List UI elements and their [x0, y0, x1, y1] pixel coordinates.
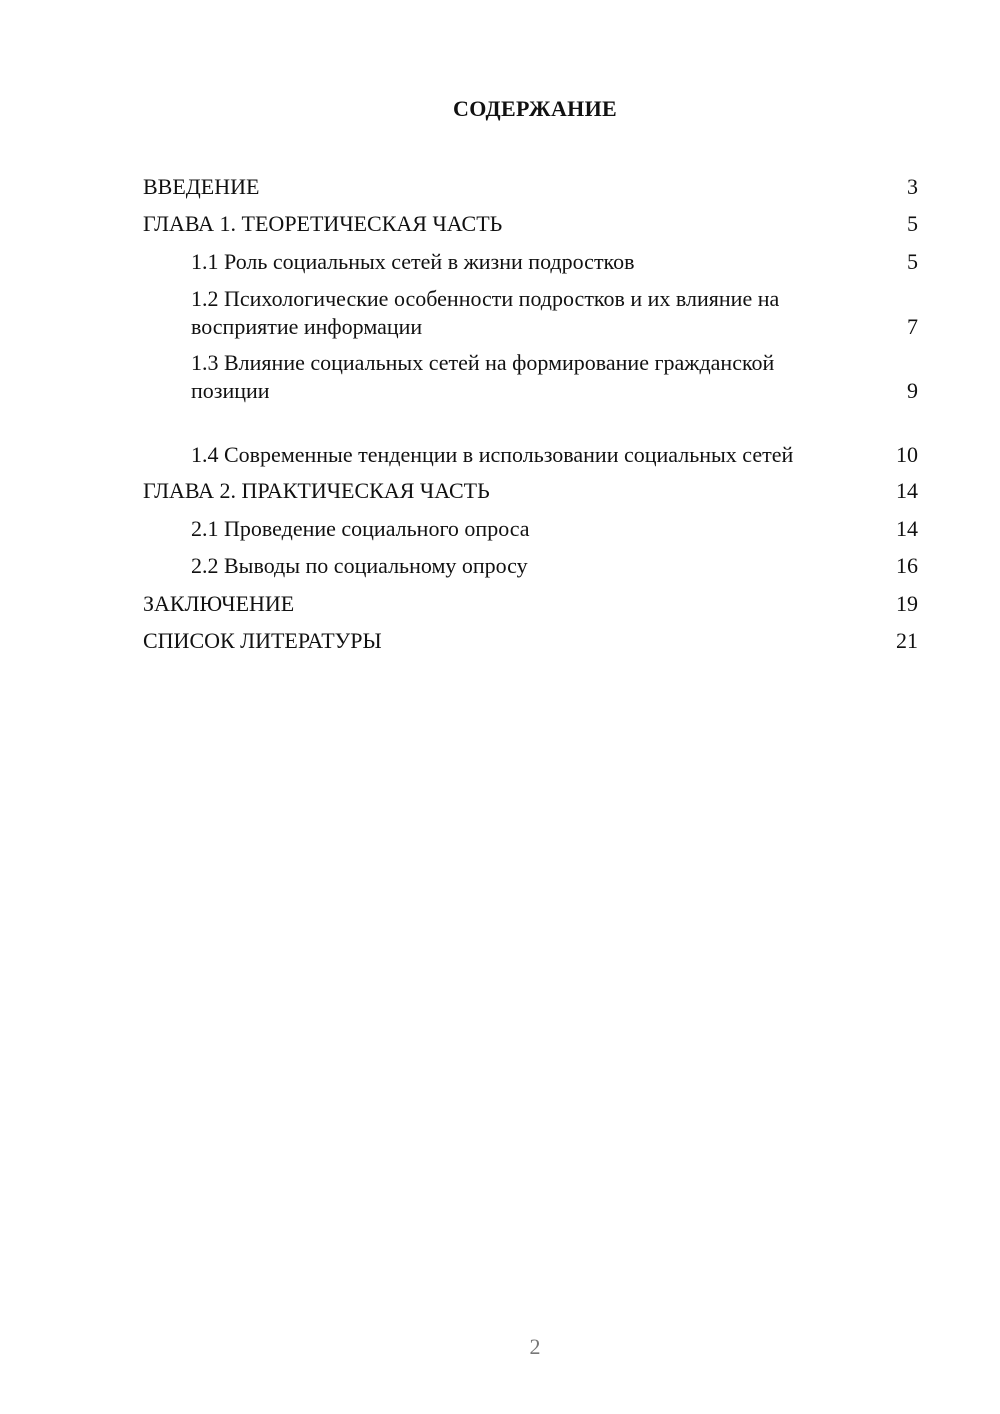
toc-entry-page: 14	[896, 515, 918, 541]
toc-entry-section-1-2[interactable]	[143, 281, 918, 345]
toc-entry-text: 1.4 Современные тенденции в использовании социальных сетей	[191, 441, 794, 467]
toc-entry-section-1-1[interactable]	[143, 243, 918, 281]
toc-entry-conclusion[interactable]	[143, 585, 918, 623]
toc-entry-page: 19	[896, 590, 918, 616]
toc-entry-text: 1.2 Психологические особенности подростков и их влияние на восприятие информации	[191, 285, 780, 339]
table-of-contents	[143, 168, 918, 660]
toc-entry-page: 14	[896, 478, 918, 504]
toc-entry-page: 3	[907, 173, 918, 199]
toc-entry-introduction[interactable]	[143, 168, 918, 206]
toc-entry-text: 1.3 Влияние социальных сетей на формирование гражданской позиции	[191, 349, 775, 403]
toc-entry-section-1-3[interactable]	[143, 345, 918, 409]
toc-entry-text: 1.1 Роль социальных сетей в жизни подростков	[191, 248, 635, 274]
toc-entry-text: ВВЕДЕНИЕ	[143, 173, 260, 199]
toc-entry-bibliography[interactable]	[143, 623, 918, 661]
toc-entry-text: 2.2 Выводы по социальному опросу	[191, 553, 528, 579]
toc-entry-page: 5	[907, 211, 918, 237]
toc-entry-chapter-2[interactable]	[143, 473, 918, 511]
toc-entry-page: 16	[896, 553, 918, 579]
toc-entry-section-2-1[interactable]	[143, 510, 918, 548]
toc-entry-text: СПИСОК ЛИТЕРАТУРЫ	[143, 628, 382, 654]
toc-entry-chapter-1[interactable]	[143, 206, 918, 244]
toc-entry-text: 2.1 Проведение социального опроса	[191, 515, 530, 541]
toc-entry-page: 9	[907, 377, 918, 403]
toc-entry-section-2-2[interactable]	[143, 548, 918, 586]
toc-entry-text: ГЛАВА 2. ПРАКТИЧЕСКАЯ ЧАСТЬ	[143, 478, 490, 504]
toc-entry-page: 10	[896, 441, 918, 467]
toc-entry-page: 7	[907, 313, 918, 339]
page-number: 2	[529, 1334, 541, 1359]
toc-entry-page: 21	[896, 628, 918, 654]
toc-entry-page: 5	[907, 248, 918, 274]
toc-entry-text: ГЛАВА 1. ТЕОРЕТИЧЕСКАЯ ЧАСТЬ	[143, 211, 503, 237]
toc-title: СОДЕРЖАНИЕ	[453, 96, 617, 121]
toc-entry-section-1-4[interactable]	[143, 409, 918, 473]
toc-entry-text: ЗАКЛЮЧЕНИЕ	[143, 590, 295, 616]
